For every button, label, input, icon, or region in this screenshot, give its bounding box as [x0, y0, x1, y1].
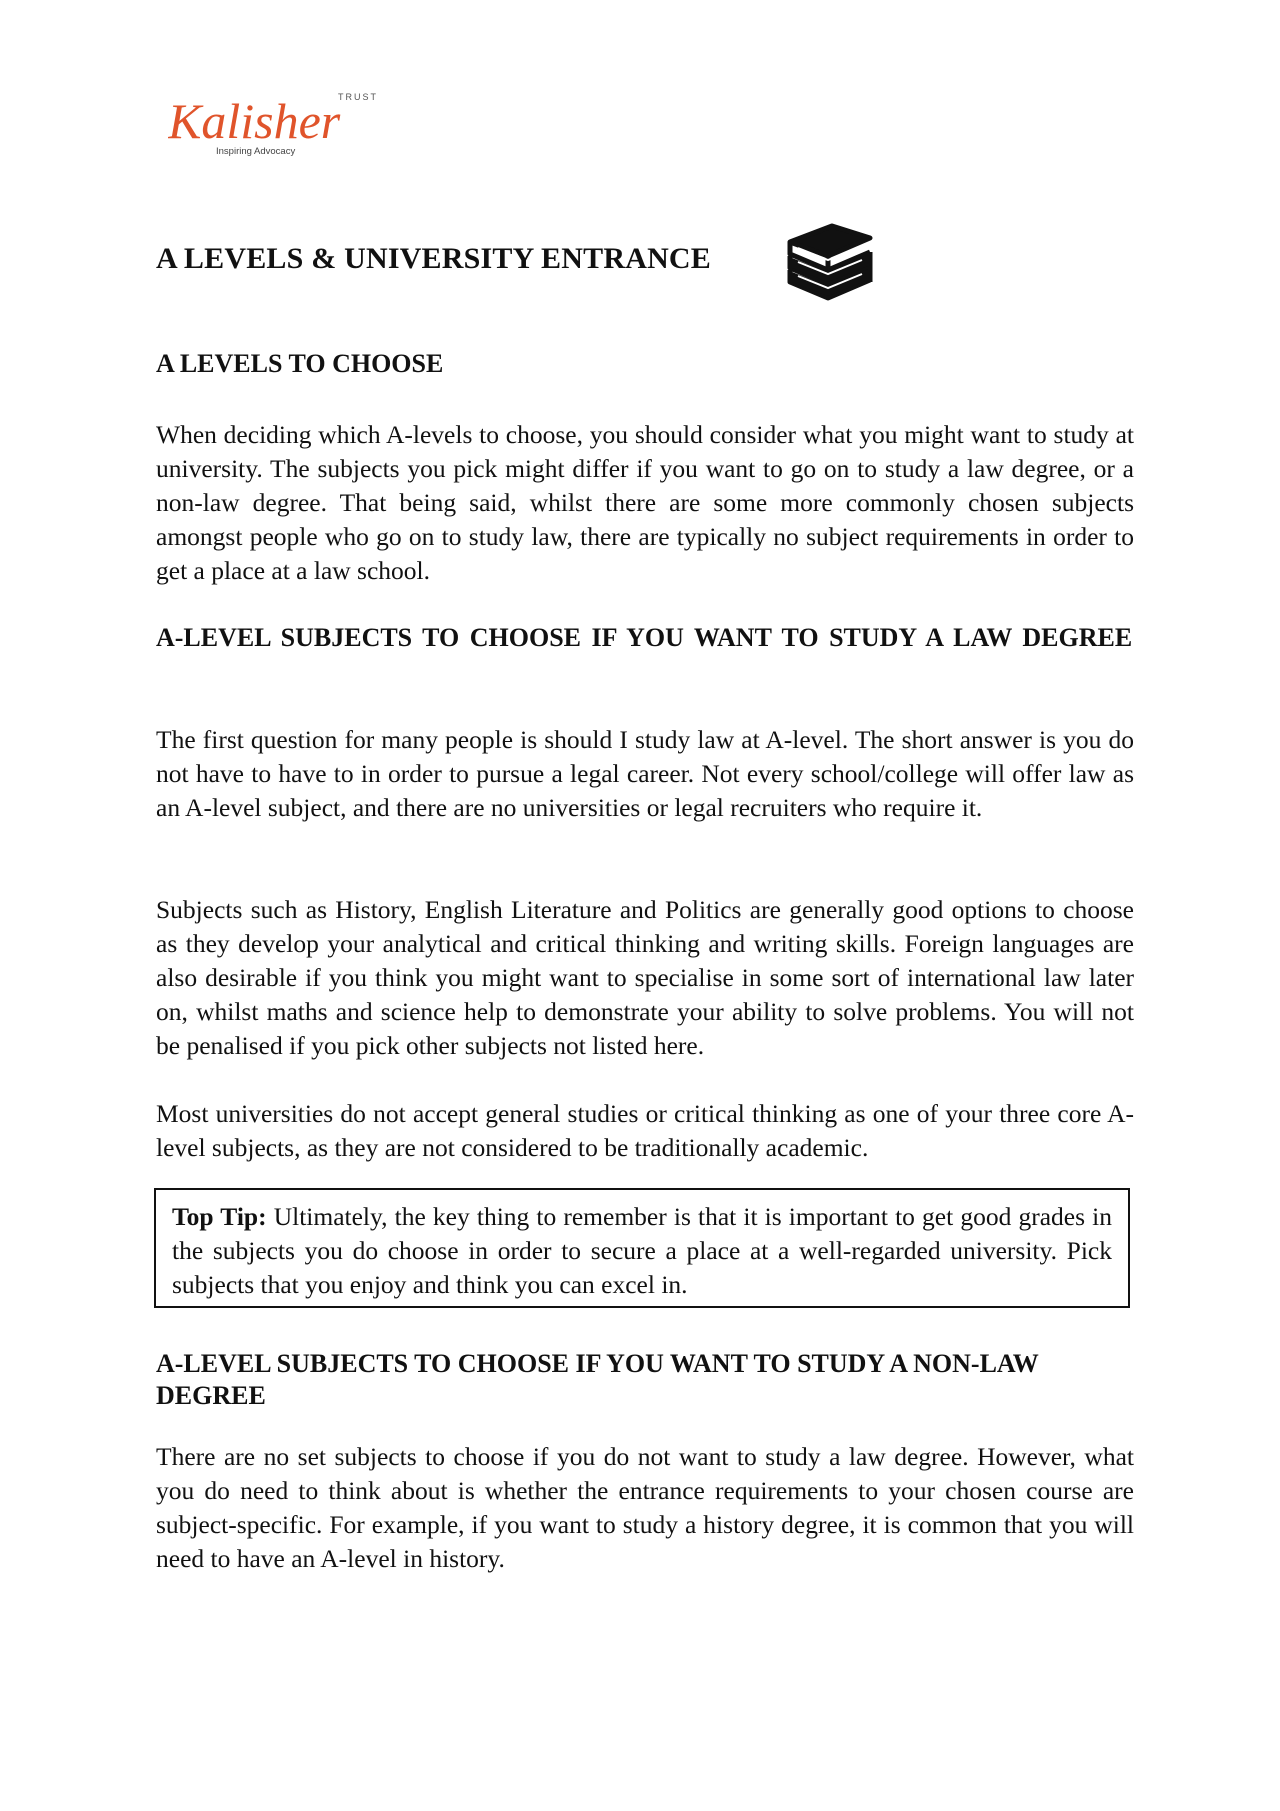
title-row — [156, 220, 1134, 310]
heading-a-levels-to-choose: A LEVELS TO CHOOSE — [156, 349, 444, 378]
paragraph-general-studies — [156, 1097, 1134, 1165]
section-law-degree — [156, 622, 1134, 654]
books-stack-icon — [784, 220, 874, 306]
paragraph-non-law-requirements — [156, 1440, 1134, 1576]
paragraph-choosing-a-levels — [156, 418, 1134, 588]
heading-law-degree: A-LEVEL SUBJECTS TO CHOOSE IF YOU WANT TO STUDY A LAW DEGREE — [156, 623, 1133, 652]
paragraph-text: There are no set subjects to choose if you do not want to study a law degree. However, what you do need to think about is whether the entrance requirements to your chosen course are subject-specific. For example, if you want to study a history degree, it is common that you will need to have an A-level in history. — [156, 1442, 1134, 1573]
top-tip-box — [154, 1188, 1130, 1308]
paragraph-text: When deciding which A-levels to choose, you should consider what you might want to study at university. The subjects you pick might differ if you want to go on to study a law degree, or a non-law degree. That being said, whilst there are some more commonly chosen subjects amongst people who go on to study law, there are typically no subject requirements in order to get a place at a law school. — [156, 420, 1134, 585]
logo-wordmark: Kalisher — [168, 93, 341, 149]
page-title: A LEVELS & UNIVERSITY ENTRANCE — [156, 242, 712, 275]
heading-non-law-degree: A-LEVEL SUBJECTS TO CHOOSE IF YOU WANT TO STUDY A NON-LAW DEGREE — [156, 1349, 1039, 1410]
paragraph-study-law-at-a-level — [156, 723, 1134, 825]
paragraph-text: Subjects such as History, English Literature and Politics are generally good options to choose as they develop your analytical and critical thinking and writing skills. Foreign languages are also desirable if you think you might want to specialise in some sort of international law later on, whilst maths and science help to demonstrate your ability to solve problems. You will not be penalised if you pick other subjects not listed here. — [156, 895, 1134, 1060]
logo-graphic — [168, 88, 378, 168]
top-tip-text — [172, 1200, 1112, 1302]
logo-tagline: Inspiring Advocacy — [216, 146, 296, 157]
paragraph-text: The first question for many people is should I study law at A-level. The short answer is you do not have to have to in order to pursue a legal career. Not every school/college will offer law as an A-level subject, and there are no universities or legal recruiters who require it. — [156, 725, 1134, 822]
logo-trust: TRUST — [338, 92, 378, 102]
kalisher-trust-logo — [168, 88, 378, 168]
paragraph-good-subject-options — [156, 893, 1134, 1063]
section-non-law-degree — [156, 1348, 1134, 1412]
paragraph-text: Most universities do not accept general studies or critical thinking as one of your three core A-level subjects, as they are not considered to be traditionally academic. — [156, 1099, 1134, 1162]
top-tip-label: Top Tip: — [172, 1202, 267, 1231]
top-tip-body: Ultimately, the key thing to remember is that it is important to get good grades in the subjects you do choose in order to secure a place at a well-regarded university. Pick subjects that you enjoy and think you can excel in. — [172, 1202, 1112, 1299]
section-a-levels-to-choose — [156, 348, 1134, 380]
